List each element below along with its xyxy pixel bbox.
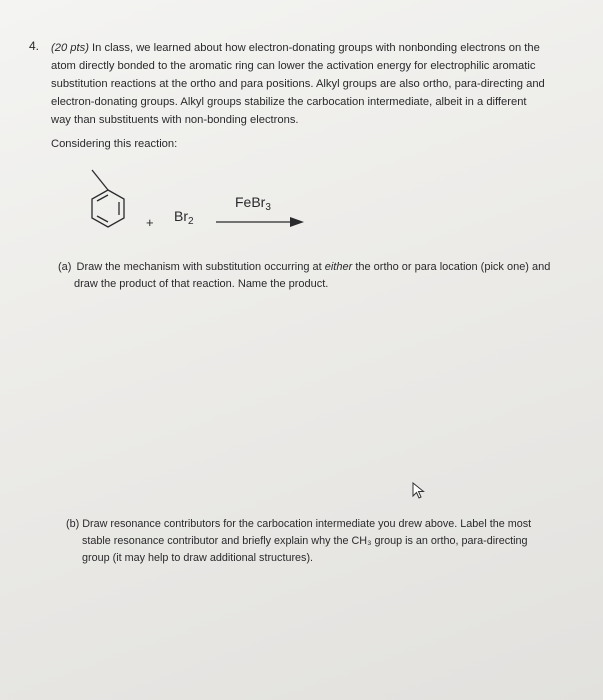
part-b-line-1: Draw resonance contributors for the carbocation intermediate you drew above. Label the most: [82, 518, 532, 530]
part-b-label: (b): [66, 518, 80, 530]
plus-sign: +: [146, 215, 154, 230]
part-b-line-3: group (it may help to draw additional structures).: [82, 552, 314, 564]
part-a-label: (a): [58, 261, 72, 273]
question-line-5: way than substituents with non-bonding electrons.: [51, 114, 299, 126]
catalyst-label: [235, 194, 271, 213]
question-points: (20 pts): [51, 42, 89, 54]
question-line-3: substitution reactions at the ortho and para positions. Alkyl groups are also ortho, para-directing and: [51, 78, 545, 90]
catalyst-subscript: 3: [265, 202, 271, 213]
part-a-line-1-pre: Draw the mechanism with substitution occurring at: [76, 261, 325, 273]
bromine-reagent: [174, 208, 194, 227]
question-number: 4.: [29, 39, 40, 53]
part-a-line-2: draw the product of that reaction. Name the product.: [74, 278, 329, 290]
part-a-line-1-post: the ortho or para location (pick one) and: [352, 261, 551, 273]
part-b-prompt: [66, 516, 586, 567]
mouse-pointer-icon: [412, 482, 426, 500]
question-text: [51, 39, 591, 129]
bromine-symbol: Br: [174, 208, 188, 224]
part-a-prompt: [58, 259, 588, 293]
considering-label: Considering this reaction:: [51, 138, 178, 150]
question-line-1: In class, we learned about how electron-donating groups with nonbonding electrons on the: [92, 42, 540, 54]
bromine-subscript: 2: [188, 216, 194, 227]
catalyst-symbol: FeBr: [235, 194, 266, 210]
question-line-2: atom directly bonded to the aromatic ring can lower the activation energy for electrophilic aromatic: [51, 60, 536, 72]
reaction-arrow-icon: [216, 216, 306, 228]
question-line-4: electron-donating groups. Alkyl groups stabilize the carbocation intermediate, albeit in a different: [51, 96, 527, 108]
part-a-emphasis: either: [324, 261, 353, 273]
part-b-line-2: stable resonance contributor and briefly explain why the CH₃ group is an ortho, para-directing: [82, 535, 528, 547]
